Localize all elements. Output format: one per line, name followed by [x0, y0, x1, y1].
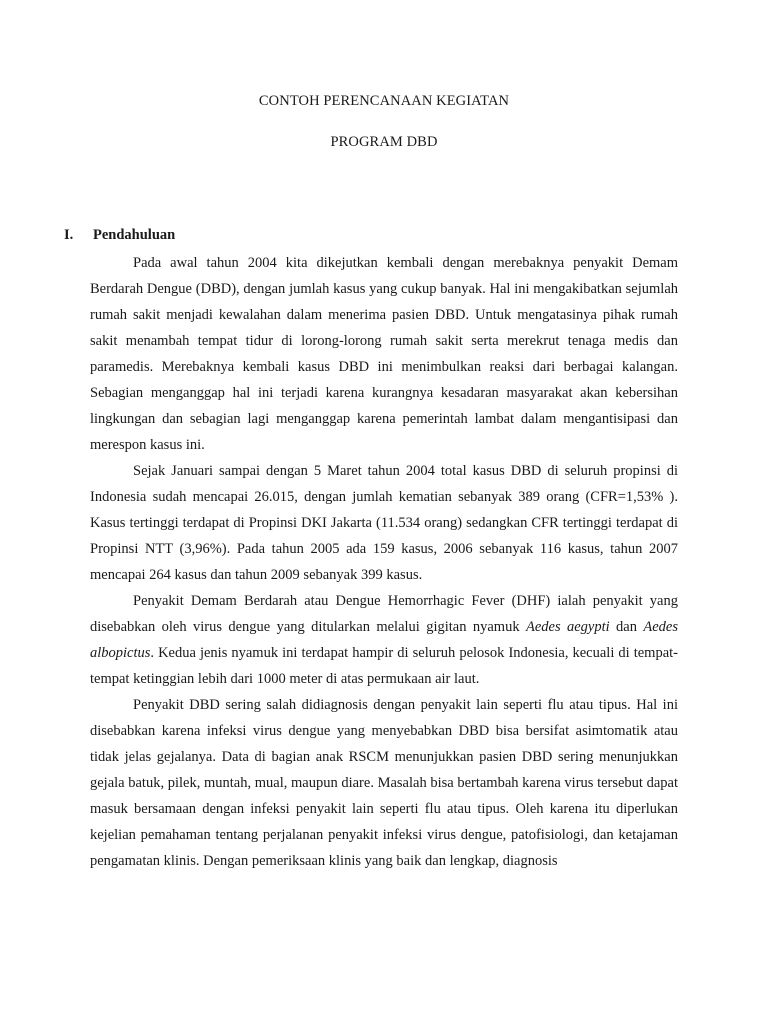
paragraph-2: Sejak Januari sampai dengan 5 Maret tahun 2004 total kasus DBD di seluruh propinsi di Indonesia sudah mencapai 26.015, dengan jumlah kematian sebanyak 389 orang (CFR=1,53% ). Kasus tertinggi terdapat di Propinsi DKI Jakarta (11.534 orang) sedangkan CFR tertinggi terdapat di Propinsi NTT (3,96%). Pada tahun 2005 ada 159 kasus, 2006 sebanyak 116 kasus, tahun 2007 mencapai 264 kasus dan tahun 2009 sebanyak 399 kasus.: [90, 463, 678, 583]
section-heading: [64, 227, 175, 244]
paragraph-3: [90, 588, 678, 692]
document-subtitle: PROGRAM DBD: [330, 134, 438, 150]
section-title: Pendahuluan: [93, 227, 176, 243]
paragraph-3-text-a: Penyakit Demam Berdarah atau Dengue Hemorrhagic Fever (DHF) ialah penyakit yang disebabkan oleh virus dengue yang ditularkan melalui gigitan nyamuk: [90, 593, 678, 635]
paragraph-3-text-c: . Kedua jenis nyamuk ini terdapat hampir di seluruh pelosok Indonesia, kecuali di tempat-tempat ketinggian lebih dari 1000 meter di atas permukaan air laut.: [90, 645, 678, 687]
paragraph-4: Penyakit DBD sering salah didiagnosis dengan penyakit lain seperti flu atau tipus. Hal ini disebabkan karena infeksi virus dengue yang menyebabkan DBD bisa bersifat asimtomatik atau tidak jelas gejalanya. Data di bagian anak RSCM menunjukkan pasien DBD sering menunjukkan gejala batuk, pilek, muntah, mual, maupun diare. Masalah bisa bertambah karena virus tersebut dapat masuk bersamaan dengan infeksi penyakit lain seperti flu atau tipus. Oleh karena itu diperlukan kejelian pemahaman tentang perjalanan penyakit infeksi virus dengue, patofisiologi, dan ketajaman pengamatan klinis. Dengan pemeriksaan klinis yang baik dan lengkap, diagnosis: [90, 697, 678, 869]
paragraph-3-text-b: dan: [609, 619, 644, 635]
document-title: CONTOH PERENCANAAN KEGIATAN: [258, 93, 510, 109]
section-number: I.: [64, 227, 74, 243]
paragraph-1: Pada awal tahun 2004 kita dikejutkan kembali dengan merebaknya penyakit Demam Berdarah Dengue (DBD), dengan jumlah kasus yang cukup banyak. Hal ini mengakibatkan sejumlah rumah sakit menjadi kewalahan dalam menerima pasien DBD. Untuk mengatasinya pihak rumah sakit menambah tempat tidur di lorong-lorong rumah sakit serta merekrut tenaga medis dan paramedis. Merebaknya kembali kasus DBD ini menimbulkan reaksi dari berbagai kalangan. Sebagian menganggap hal ini terjadi karena kurangnya kesadaran masyarakat akan kebersihan lingkungan dan sebagian lagi menganggap karena pemerintah lambat dalam mengantisipasi dan merespon kasus ini.: [90, 255, 678, 453]
species-aedes-albopictus: Aedes albopictus: [90, 619, 678, 661]
section-body: [90, 250, 678, 874]
species-aedes-aegypti: Aedes aegypti: [525, 619, 610, 635]
